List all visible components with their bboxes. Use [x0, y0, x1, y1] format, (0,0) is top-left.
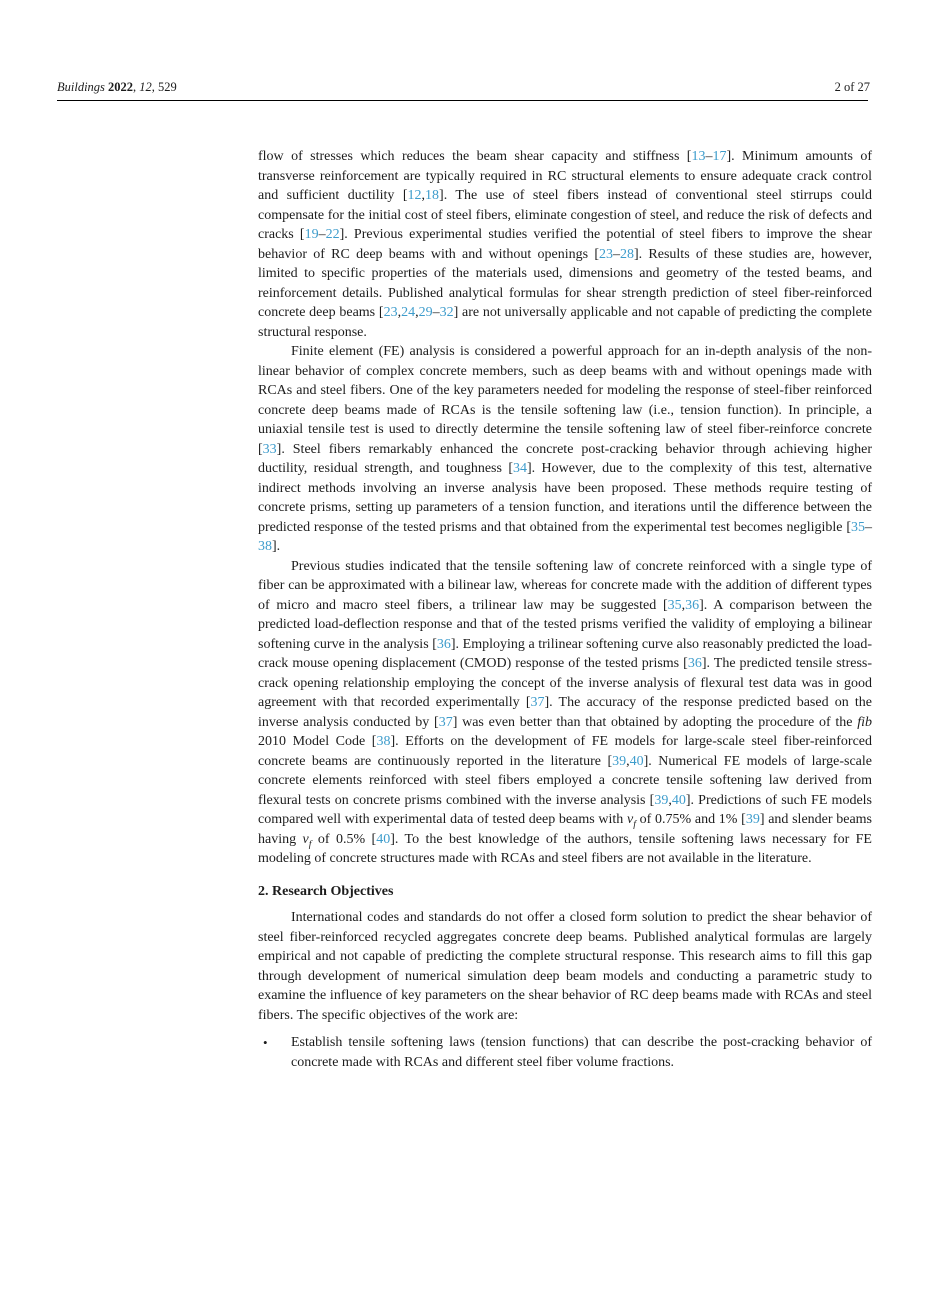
citation-link[interactable]: 37	[438, 714, 453, 730]
text-segment: ]. To the best knowledge of the authors, tensile softening laws necessary for FE modeling of concrete structures made with RCAs and steel fibers are not available in the literature.	[258, 831, 872, 866]
text-segment: 12	[139, 80, 152, 94]
citation-link[interactable]: 13	[691, 149, 706, 164]
citation-link[interactable]: 35	[667, 597, 682, 613]
citation-link[interactable]: 32	[439, 305, 454, 320]
page-number: 2 of 27	[834, 80, 870, 94]
text-segment: 2010 Model Code [	[258, 734, 377, 749]
text-segment: –	[432, 305, 440, 320]
bullet-text	[291, 1033, 872, 1072]
text-segment: ,	[626, 753, 630, 769]
citation-link[interactable]: 12	[407, 188, 422, 203]
text-segment: ]. The predicted tensile stress-crack opening relationship employing the concept of the inverse analysis of flexural test data was in good agreement with that recorded experimentally [	[258, 656, 873, 710]
text-segment: ,	[681, 597, 686, 613]
body-text	[258, 147, 872, 1072]
citation-link[interactable]: 36	[687, 656, 702, 671]
citation-link[interactable]: 35	[851, 519, 865, 535]
paragraph-intro-1	[258, 147, 872, 342]
text-segment: ]. Steel fibers remarkably enhanced the concrete post-cracking behavior through achieving higher ductility, residual strength, and toughness [	[258, 441, 872, 476]
text-segment: ]. Minimum amounts of transverse reinforcement are typically required in RC structural elements to ensure adequate crack control and sufficient ductility [	[258, 149, 872, 203]
section-heading: 2. Research Objectives	[258, 883, 394, 899]
text-segment: Previous studies indicated that the tensile softening law of concrete reinforced with a single type of fiber can be approximated with a bilinear law, whereas for concrete made with the addition of different types of micro and macro steel fibers, a trilinear law may be suggested [	[258, 558, 872, 613]
text-segment: v	[302, 831, 309, 847]
citation-link[interactable]: 19	[304, 227, 319, 242]
text-segment: –	[865, 519, 872, 535]
text-segment: ]. Previous experimental studies verified the potential of steel fibers to improve the shear behavior of RC deep beams with and without openings [	[258, 227, 872, 262]
citation-link[interactable]: 28	[619, 246, 634, 262]
text-segment: ] and slender beams having	[258, 812, 872, 847]
paragraph-objectives	[258, 908, 872, 1025]
text-segment: ]. Efforts on the development of FE models for large-scale steel fiber-reinforced concrete beams are continuously reported in the literature [	[258, 734, 872, 769]
text-segment: ,	[421, 188, 426, 203]
text-segment: , 529	[151, 80, 177, 94]
citation-link[interactable]: 18	[425, 188, 440, 203]
text-segment: ,	[133, 80, 140, 94]
text-segment: ]. However, due to the complexity of this test, alternative indirect methods involving an inverse analysis have been proposed. These methods require testing of concrete prisms, setting up parameters of a tension function, and iterations until the difference between the predicted response of the tested prisms and that obtained from the experimental test becomes negligible [	[258, 461, 872, 535]
text-segment: of 0.5% [	[311, 831, 377, 847]
text-segment: fib	[857, 714, 872, 730]
text-segment: ].	[272, 539, 281, 554]
text-segment: Finite element (FE) analysis is considered a powerful approach for an in-depth analysis of the non-linear behavior of complex concrete members, such as deep beams with and without openings made with RCAs and steel fibers. One of the key parameters needed for modeling the response of steel-fiber reinforced concrete deep beams made of RCAs is the tensile softening law (i.e., tension function). In principle, a uniaxial tensile test is used to directly determine the tensile softening law of steel fiber-reinforce concrete [	[258, 344, 872, 457]
citation-link[interactable]: 39	[745, 812, 760, 827]
citation-link[interactable]: 40	[671, 792, 686, 808]
citation-link[interactable]: 38	[376, 734, 391, 749]
paragraph-fe-analysis	[258, 342, 872, 557]
citation-link[interactable]: 33	[262, 441, 277, 457]
text-segment: ,	[668, 792, 672, 808]
text-segment: –	[705, 149, 713, 164]
citation-link[interactable]: 36	[685, 597, 700, 613]
text-segment: ]. The accuracy of the response predicted based on the inverse analysis conducted by [	[258, 695, 872, 730]
citation-link[interactable]: 17	[712, 149, 727, 164]
text-segment: flow of stresses which reduces the beam shear capacity and stiffness [	[258, 149, 692, 164]
text-segment: ]. A comparison between the predicted load-deflection response and that of the tested prisms verified the validity of employing a bilinear softening curve in the analysis [	[258, 597, 872, 652]
text-segment: ]. Numerical FE models of large-scale concrete elements reinforced with steel fibers employed a concrete tensile softening law derived from flexural tests on concrete prisms combined with the inverse analysis [	[258, 753, 872, 808]
text-segment: f	[308, 838, 312, 850]
citation-link[interactable]: 39	[654, 792, 669, 808]
paragraph-previous-studies	[258, 557, 872, 869]
text-segment: ]. Employing a trilinear softening curve also reasonably predicted the load-crack mouse opening displacement (CMOD) response of the tested prisms [	[258, 636, 873, 671]
citation-link[interactable]: 22	[325, 227, 340, 242]
bullet-item	[258, 1033, 872, 1072]
text-segment: ,	[415, 305, 419, 320]
citation-link[interactable]: 38	[258, 539, 272, 554]
text-segment: f	[633, 818, 636, 830]
text-segment: –	[318, 227, 326, 242]
header-divider	[57, 100, 868, 101]
text-segment: Establish tensile softening laws (tension functions) that can describe the post-cracking behavior of concrete made with RCAs and different steel fiber volume fractions.	[291, 1035, 872, 1070]
citation-link[interactable]: 23	[383, 305, 398, 320]
text-segment: –	[612, 246, 620, 262]
citation-link[interactable]: 40	[629, 753, 644, 769]
page-header	[57, 80, 870, 95]
citation-link[interactable]: 34	[513, 461, 527, 476]
text-segment: ,	[397, 305, 402, 320]
text-segment: 2022	[108, 80, 134, 94]
text-segment: Buildings	[57, 80, 109, 94]
text-segment: ]. Predictions of such FE models compared well with experimental data of tested deep beams with	[258, 792, 872, 827]
citation-link[interactable]: 23	[598, 246, 613, 262]
journal-citation	[57, 80, 177, 95]
citation-link[interactable]: 39	[612, 753, 627, 769]
bullet-icon: •	[263, 1035, 268, 1050]
text-segment: ]. The use of steel fibers instead of conventional steel stirrups could compensate for the initial cost of steel fibers, eliminate congestion of steel, and reduce the risk of defects and cracks [	[258, 188, 872, 242]
citation-link[interactable]: 37	[530, 695, 545, 710]
text-segment: ] was even better than that obtained by adopting the procedure of the	[452, 714, 858, 730]
citation-link[interactable]: 24	[401, 305, 416, 320]
citation-link[interactable]: 36	[436, 636, 451, 652]
text-segment: v	[627, 812, 634, 827]
text-segment: of 0.75% and 1% [	[635, 812, 746, 827]
text-segment: ]. Results of these studies are, however, limited to specific properties of the materials used, dimensions and geometry of the tested beams, and reinforcement details. Published analytical formulas for shear strength prediction of steel fiber-reinforced concrete deep beams [	[258, 246, 873, 320]
citation-link[interactable]: 40	[376, 831, 391, 847]
citation-link[interactable]: 29	[418, 305, 433, 320]
text-segment: ] are not universally applicable and not capable of predicting the complete structural response.	[258, 305, 873, 340]
text-segment: International codes and standards do not offer a closed form solution to predict the shear behavior of steel fiber-reinforced recycled aggregates concrete deep beams. Published analytical formulas are largely empirical and not capable of predicting the complete structural response. This research aims to fill this gap through development of numerical simulation deep beam models and conducting a parametric study to examine the influence of key parameters on the shear behavior of RC deep beams made with RCAs and steel fibers. The specific objectives of the work are:	[258, 910, 872, 1023]
